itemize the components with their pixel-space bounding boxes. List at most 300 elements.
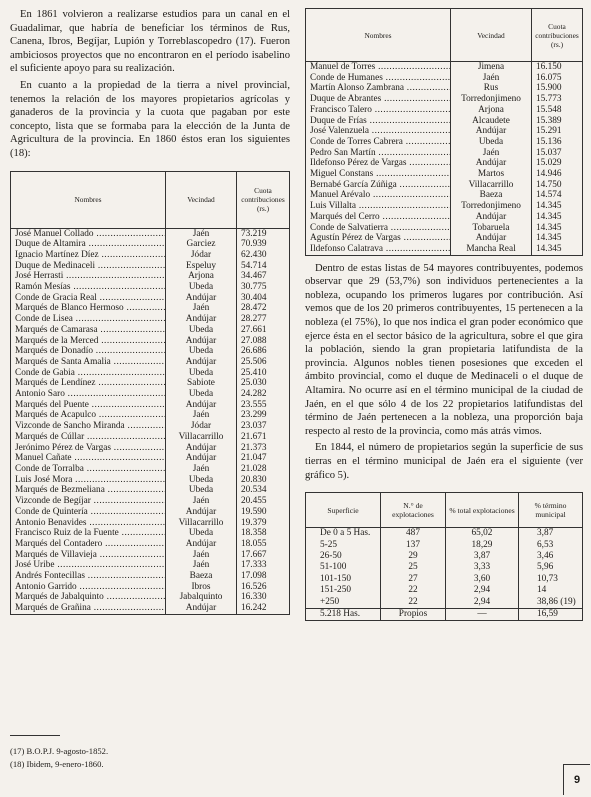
name-cell [11, 228, 166, 239]
page-number: 9 [563, 764, 590, 795]
superficie-cell: 5.218 Has. [306, 609, 381, 621]
table-row [306, 233, 583, 244]
surface-table-body [306, 528, 583, 621]
name-text: Agustín Pérez de Vargas ..... [310, 233, 451, 243]
table-row [11, 539, 290, 550]
vecindad-cell: Andújar [451, 126, 532, 137]
vecindad-cell: Andújar [451, 233, 532, 244]
cuota-cell: 21.028 [237, 464, 290, 475]
cuota-cell: 25.410 [237, 368, 290, 379]
cuota-cell: 24.282 [237, 389, 290, 400]
table-row [11, 389, 290, 400]
name-cell [11, 239, 166, 250]
cuota-cell: 25.030 [237, 378, 290, 389]
name-text: Manuel Arévalo ..... [310, 190, 451, 200]
name-text: Marqués del Contadero ..... [15, 539, 166, 549]
name-cell [306, 148, 451, 159]
table-row [306, 585, 583, 596]
name-cell [11, 400, 166, 411]
vecindad-cell: Torredonjimeno [451, 201, 532, 212]
superficie-cell: +250 [320, 596, 340, 607]
name-text: Francisco Ruiz de la Fuente ..... [15, 528, 166, 538]
pct-termino-cell: 38,86 (19) [519, 597, 583, 609]
name-text: Marqués de Blanco Hermoso ..... [15, 303, 166, 313]
pct-termino-cell: 14 [519, 585, 583, 596]
table-row [306, 201, 583, 212]
name-text: José Herrasti ..... [15, 271, 166, 281]
vecindad-cell: Tobaruela [451, 223, 532, 234]
name-text: Marqués de Bezmeliana ..... [15, 485, 166, 495]
name-text: Ignacio Martínez Díez ..... [15, 250, 166, 260]
name-text: Ildefonso Calatrava ..... [310, 244, 451, 254]
vecindad-cell: Jabalquinto [166, 592, 237, 603]
name-cell [306, 73, 451, 84]
table-row [11, 485, 290, 496]
vecindad-cell: Andújar [166, 603, 237, 614]
name-cell [306, 169, 451, 180]
name-cell [306, 158, 451, 169]
table-row [306, 597, 583, 609]
name-cell [11, 410, 166, 421]
name-text: Martín Alonso Zambrana ..... [310, 83, 451, 93]
name-cell [11, 368, 166, 379]
table-row [306, 528, 583, 540]
name-text: Duque de Abrantes ..... [310, 94, 451, 104]
name-cell [11, 282, 166, 293]
name-cell [11, 475, 166, 486]
name-text: Marqués de Jabalquinto ..... [15, 592, 166, 602]
table-row [11, 475, 290, 486]
name-text: Ramón Mesías ..... [15, 282, 166, 292]
vecindad-cell: Mancha Real [451, 244, 532, 255]
table-row [306, 83, 583, 94]
vecindad-cell: Sabiote [166, 378, 237, 389]
left-column [10, 8, 290, 615]
name-cell [11, 550, 166, 561]
cuota-cell: 28.277 [237, 314, 290, 325]
vecindad-cell: Jaén [451, 148, 532, 159]
name-text: Antonio Saro ..... [15, 389, 166, 399]
pct-total-cell: 18,29 [446, 540, 519, 551]
table-row [306, 244, 583, 255]
name-text: Vizconde de Sancho Miranda ..... [15, 421, 166, 431]
table-row [11, 282, 290, 293]
name-text: Conde de Salvatierra ..... [310, 223, 451, 233]
name-cell [11, 346, 166, 357]
cuota-cell: 14.345 [532, 201, 583, 212]
table-row [306, 73, 583, 84]
cuota-cell: 15.037 [532, 148, 583, 159]
vecindad-cell: Arjona [451, 105, 532, 116]
col-header-vecindad-2: Vecindad [451, 9, 532, 62]
table-row [306, 212, 583, 223]
name-text: Conde de Quintería ..... [15, 507, 166, 517]
name-text: Marqués del Cerro ..... [310, 212, 451, 222]
contributors-table-2-body [306, 62, 583, 256]
name-text: Marqués de Acapulco ..... [15, 410, 166, 420]
cuota-cell: 14.345 [532, 244, 583, 255]
explotaciones-cell: 22 [381, 585, 446, 596]
vecindad-cell: Villacarrillo [166, 518, 237, 529]
cuota-cell: 23.037 [237, 421, 290, 432]
pct-termino-cell: 16,59 [519, 609, 583, 621]
vecindad-cell: Villacarrillo [166, 432, 237, 443]
table-row [11, 592, 290, 603]
vecindad-cell: Jaén [166, 560, 237, 571]
table-row [11, 571, 290, 582]
footnotes [10, 745, 270, 771]
vecindad-cell: Martos [451, 169, 532, 180]
name-cell [306, 116, 451, 127]
pct-total-cell: 3,33 [446, 562, 519, 573]
vecindad-cell: Jódar [166, 421, 237, 432]
table-row [11, 464, 290, 475]
table-row [11, 453, 290, 464]
name-cell [11, 560, 166, 571]
name-text: Conde de Torralba ..... [15, 464, 166, 474]
footnote-18: (18) Ibidem, 9-enero-1860. [10, 759, 104, 769]
vecindad-cell: Jaén [166, 228, 237, 239]
explotaciones-cell: 27 [381, 574, 446, 585]
table-row [11, 378, 290, 389]
name-text: Marqués de Villavieja ..... [15, 550, 166, 560]
table-row [11, 271, 290, 282]
name-text: Duque de Medinaceli ..... [15, 261, 166, 271]
vecindad-cell: Ubeda [166, 485, 237, 496]
name-cell [306, 201, 451, 212]
name-cell [11, 528, 166, 539]
superficie-cell: De 0 a 5 Has. [320, 528, 371, 539]
name-text: Conde de Lisea ..... [15, 314, 166, 324]
cuota-cell: 19.379 [237, 518, 290, 529]
vecindad-cell: Andújar [166, 314, 237, 325]
vecindad-cell: Jaén [451, 73, 532, 84]
name-text: Conde de Gabia ..... [15, 368, 166, 378]
name-cell [11, 357, 166, 368]
table-row [11, 550, 290, 561]
cuota-cell: 14.345 [532, 223, 583, 234]
name-cell [306, 126, 451, 137]
footnote-rule [10, 735, 60, 736]
name-cell [11, 303, 166, 314]
explotaciones-cell: Propios [381, 609, 446, 621]
superficie-cell: 101-150 [320, 573, 351, 584]
table-row [306, 105, 583, 116]
name-cell [11, 250, 166, 261]
name-cell [11, 443, 166, 454]
table-row [306, 609, 583, 621]
name-cell [306, 180, 451, 191]
vecindad-cell: Andújar [166, 336, 237, 347]
name-cell [306, 62, 451, 73]
name-cell [11, 314, 166, 325]
name-cell [11, 325, 166, 336]
name-cell [11, 432, 166, 443]
name-cell [306, 105, 451, 116]
col-header-num-explotaciones: N.° de explotaciones [381, 493, 446, 528]
cuota-cell: 23.299 [237, 410, 290, 421]
col-header-vecindad: Vecindad [166, 171, 237, 228]
pct-total-cell: — [446, 609, 519, 621]
cuota-cell: 14.345 [532, 233, 583, 244]
contributors-table-1-body [11, 228, 290, 614]
name-text: Bernabé García Zúñiga ..... [310, 180, 451, 190]
footnote-17: (17) B.O.P.J. 9-agosto-1852. [10, 746, 109, 756]
table-row [11, 261, 290, 272]
vecindad-cell: Alcaudete [451, 116, 532, 127]
table-row [11, 518, 290, 529]
cuota-cell: 17.667 [237, 550, 290, 561]
name-text: Antonio Garrido ..... [15, 582, 166, 592]
cuota-cell: 25.506 [237, 357, 290, 368]
cuota-cell: 14.345 [532, 212, 583, 223]
pct-termino-cell: 10,73 [519, 574, 583, 585]
name-cell [11, 518, 166, 529]
table-row [11, 400, 290, 411]
contributors-table-2 [305, 8, 583, 256]
vecindad-cell: Andújar [166, 539, 237, 550]
name-text: Marqués del Puente ..... [15, 400, 166, 410]
vecindad-cell: Torredonjimeno [451, 94, 532, 105]
name-text: Marqués de Donadío ..... [15, 346, 166, 356]
vecindad-cell: Rus [451, 83, 532, 94]
name-text: Manuel Cañate ..... [15, 453, 166, 463]
cuota-cell: 17.098 [237, 571, 290, 582]
name-text: Andrés Fontecillas ..... [15, 571, 166, 581]
vecindad-cell: Ibros [166, 582, 237, 593]
name-text: José Manuel Collado ..... [15, 229, 166, 239]
cuota-cell: 16.150 [532, 62, 583, 73]
cuota-cell: 70.939 [237, 239, 290, 250]
vecindad-cell: Ubeda [166, 368, 237, 379]
vecindad-cell: Ubeda [166, 282, 237, 293]
cuota-cell: 27.088 [237, 336, 290, 347]
cuota-cell: 30.775 [237, 282, 290, 293]
name-text: Luis José Mora ..... [15, 475, 166, 485]
table-row [11, 357, 290, 368]
cuota-cell: 16.075 [532, 73, 583, 84]
vecindad-cell: Jaén [166, 496, 237, 507]
name-cell [11, 378, 166, 389]
cuota-cell: 21.671 [237, 432, 290, 443]
table-row [11, 560, 290, 571]
name-cell [11, 539, 166, 550]
cuota-cell: 30.404 [237, 293, 290, 304]
table-row [11, 228, 290, 239]
contributors-table-1 [10, 171, 290, 615]
vecindad-cell: Andújar [166, 507, 237, 518]
table-row [11, 443, 290, 454]
cuota-cell: 54.714 [237, 261, 290, 272]
pct-total-cell: 2,94 [446, 597, 519, 609]
table-row [306, 148, 583, 159]
property-paragraph: En cuanto a la propiedad de la tierra a nivel provincial, tenemos la relación de los mayores propietarios agrícolas y ganaderos de la provincia y la cuota que pagaban por este concepto, lista que se formaba para la elección de la Junta de Agricultura de la provincia. En 1860 éstos eran los siguientes (18): [10, 79, 290, 159]
vecindad-cell: Arjona [166, 271, 237, 282]
vecindad-cell: Jaén [166, 464, 237, 475]
intro-paragraph: En 1861 volvieron a realizarse estudios para un canal en el Guadalimar, que habría de beneficiar los términos de Rus, Canena, Ibros, Begíjar, Lupión y Torreblascopedro (17). Fueron ambiciosos proyectos que no encontraron en el período isabelino el suficiente apoyo para su realización. [10, 9, 290, 75]
name-text: Vizconde de Begíjar ..... [15, 496, 166, 506]
cuota-cell: 21.047 [237, 453, 290, 464]
name-text: Marqués de Camarasa ..... [15, 325, 166, 335]
cuota-cell: 14.574 [532, 190, 583, 201]
cuota-cell: 15.291 [532, 126, 583, 137]
cuota-cell: 15.548 [532, 105, 583, 116]
superficie-cell: 51-100 [320, 562, 347, 573]
cuota-cell: 20.534 [237, 485, 290, 496]
col-header-pct-total: % total explotaciones [446, 493, 519, 528]
explotaciones-cell: 25 [381, 562, 446, 573]
name-cell [11, 496, 166, 507]
cuota-cell: 34.467 [237, 271, 290, 282]
table-row [11, 496, 290, 507]
table-row [11, 410, 290, 421]
vecindad-cell: Andújar [166, 443, 237, 454]
name-cell [11, 453, 166, 464]
explotaciones-cell: 137 [381, 540, 446, 551]
name-cell [11, 485, 166, 496]
analysis-paragraph: Dentro de estas listas de 54 mayores contribuyentes, podemos observar que 29 (53,7%) son individuos pertenecientes a la nobleza, ocupando los primeros lugares por contribución. Así vemos que de los 20 primeros contribuyentes, 15 pertenecen a la nobleza (el 75%), lo que nos indica el gran poder económico que ejerce ésta en el sector básico de la agricultura, sobre el que gira la población, siendo la gran propietaria latifundista de la provincia. Algunos nobles tienen posesiones que exceden el ámbito provincial, como el duque de Medinaceli o el duque de Altamira. No ocurre así en el término municipal de la ciudad de Jaén, en el que sólo 4 de los 22 propietarios latifundistas del término de Jaén pertenecen a la nobleza, una proporción baja respecto al resto de la provincia, como más atrás vimos. [305, 262, 583, 437]
table-row [306, 190, 583, 201]
name-cell [11, 293, 166, 304]
vecindad-cell: Andújar [166, 453, 237, 464]
pct-termino-cell: 3,87 [519, 528, 583, 540]
name-text: Ildefonso Pérez de Vargas ..... [310, 158, 451, 168]
pct-total-cell: 2,94 [446, 585, 519, 596]
vecindad-cell: Espeluy [166, 261, 237, 272]
name-text: Marqués de Lendínez ..... [15, 378, 166, 388]
vecindad-cell: Jaén [166, 410, 237, 421]
cuota-cell: 20.830 [237, 475, 290, 486]
name-text: Marqués de Cúllar ..... [15, 432, 166, 442]
col-header-superficie: Superficie [327, 505, 359, 515]
table-row [306, 223, 583, 234]
cuota-cell: 27.661 [237, 325, 290, 336]
name-cell [11, 603, 166, 614]
name-cell [11, 389, 166, 400]
col-header-cuota: Cuota contribuciones (rs.) [237, 171, 290, 228]
table-row [306, 551, 583, 562]
pct-total-cell: 3,60 [446, 574, 519, 585]
name-cell [11, 261, 166, 272]
name-text: Miguel Constans ..... [310, 169, 451, 179]
surface-paragraph: En 1844, el número de propietarios según la superficie de sus tierras en el término municipal de Jaén era el siguiente (ver gráfico 5). [305, 442, 583, 481]
table-row [11, 239, 290, 250]
table-row [306, 540, 583, 551]
cuota-cell: 15.029 [532, 158, 583, 169]
table-row [11, 603, 290, 614]
explotaciones-cell: 487 [381, 528, 446, 540]
table-row [306, 116, 583, 127]
name-text: Luis Villalta ..... [310, 201, 451, 211]
superficie-cell: 26-50 [320, 550, 342, 561]
col-header-nombres: Nombres [74, 195, 102, 205]
vecindad-cell: Ubeda [451, 137, 532, 148]
explotaciones-cell: 22 [381, 597, 446, 609]
table-row [306, 62, 583, 73]
cuota-cell: 15.136 [532, 137, 583, 148]
right-column [305, 8, 583, 621]
surface-table [305, 492, 583, 621]
name-text: Pedro San Martín ..... [310, 148, 451, 158]
table-row [306, 169, 583, 180]
pct-termino-cell: 3,46 [519, 551, 583, 562]
table-row [11, 314, 290, 325]
vecindad-cell: Andújar [166, 357, 237, 368]
col-header-pct-termino: % término municipal [519, 493, 583, 528]
name-cell [11, 592, 166, 603]
table-row [11, 303, 290, 314]
name-text: Manuel de Torres ..... [310, 62, 451, 72]
name-cell [11, 507, 166, 518]
table-row [306, 180, 583, 191]
name-text: Marqués de Santa Amalia ..... [15, 357, 166, 367]
vecindad-cell: Andújar [451, 212, 532, 223]
col-header-nombres-2: Nombres [364, 30, 392, 40]
cuota-cell: 14.946 [532, 169, 583, 180]
table-row [306, 574, 583, 585]
explotaciones-cell: 29 [381, 551, 446, 562]
table-row [306, 562, 583, 573]
cuota-cell: 62.430 [237, 250, 290, 261]
name-cell [11, 336, 166, 347]
table-row [306, 94, 583, 105]
vecindad-cell: Jódar [166, 250, 237, 261]
name-text: Antonio Benavides ..... [15, 518, 166, 528]
vecindad-cell: Ubeda [166, 346, 237, 357]
cuota-cell: 23.555 [237, 400, 290, 411]
vecindad-cell: Jimena [451, 62, 532, 73]
vecindad-cell: Ubeda [166, 528, 237, 539]
name-cell [306, 212, 451, 223]
cuota-cell: 19.590 [237, 507, 290, 518]
name-cell [306, 223, 451, 234]
name-cell [11, 271, 166, 282]
cuota-cell: 73.219 [237, 228, 290, 239]
table-row [11, 250, 290, 261]
col-header-cuota-2: Cuota contribuciones (rs.) [532, 9, 583, 62]
name-text: Conde de Torres Cabrera ..... [310, 137, 451, 147]
cuota-cell: 15.900 [532, 83, 583, 94]
vecindad-cell: Ubeda [166, 325, 237, 336]
table-row [11, 432, 290, 443]
vecindad-cell: Villacarrillo [451, 180, 532, 191]
pct-total-cell: 3,87 [446, 551, 519, 562]
vecindad-cell: Andújar [166, 293, 237, 304]
cuota-cell: 15.389 [532, 116, 583, 127]
name-text: Jerónimo Pérez de Vargas ..... [15, 443, 166, 453]
cuota-cell: 18.055 [237, 539, 290, 550]
vecindad-cell: Jaén [166, 550, 237, 561]
name-cell [306, 83, 451, 94]
cuota-cell: 16.330 [237, 592, 290, 603]
name-cell [306, 233, 451, 244]
vecindad-cell: Jaén [166, 303, 237, 314]
vecindad-cell: Ubeda [166, 389, 237, 400]
table-row [11, 336, 290, 347]
table-row [11, 421, 290, 432]
name-cell [306, 190, 451, 201]
table-row [11, 346, 290, 357]
name-text: Duque de Frías ..... [310, 116, 451, 126]
name-cell [306, 244, 451, 255]
table-row [11, 293, 290, 304]
vecindad-cell: Baeza [166, 571, 237, 582]
table-row [11, 507, 290, 518]
name-cell [11, 421, 166, 432]
table-row [11, 325, 290, 336]
name-cell [11, 582, 166, 593]
name-text: Marqués de Grañina ..... [15, 603, 166, 613]
